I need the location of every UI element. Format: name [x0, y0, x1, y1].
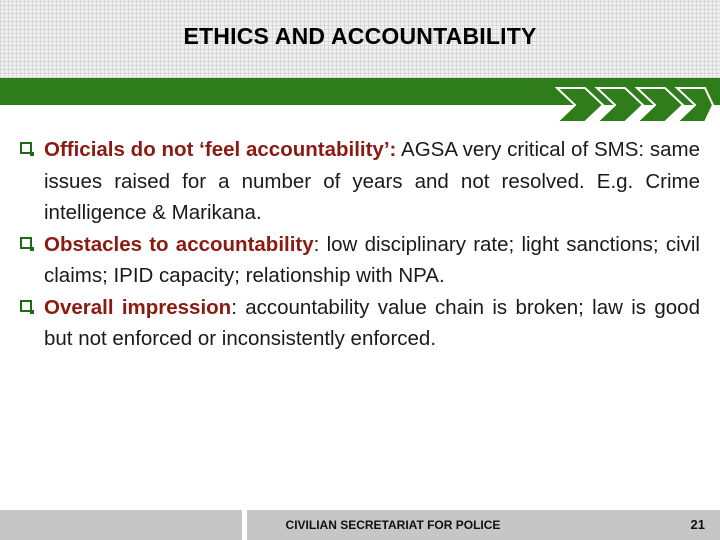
- bullet-heading: Obstacles to accountability: [44, 232, 314, 256]
- slide-title: ETHICS AND ACCOUNTABILITY: [183, 23, 537, 49]
- checkbox-bullet-icon: [20, 300, 32, 312]
- bullet-separator: :: [313, 232, 320, 256]
- checkbox-bullet-icon: [20, 237, 32, 249]
- bullet-separator: :: [231, 295, 237, 319]
- bullet-item: [20, 229, 700, 292]
- footer-organization: CIVILIAN SECRETARIAT FOR POLICE: [285, 518, 501, 532]
- bullet-heading: Overall impression: [44, 295, 232, 319]
- bullet-item: [20, 292, 700, 355]
- chevron-shape: [557, 88, 603, 122]
- footer-divider: [242, 510, 247, 540]
- bullet-heading: Officials do not ‘feel accountability’:: [44, 138, 397, 161]
- chevron-arrows-icon: [555, 86, 715, 124]
- slide-header: [0, 0, 720, 78]
- bullet-text: low disciplinary rate; light sanctions; civil claims; IPID capacity; relationship with NPA.: [44, 232, 700, 287]
- bullet-list: [20, 134, 700, 355]
- bullet-text: AGSA very critical of SMS: same issues raised for a number of years and not resolved. E.g. Crime intelligence & Marikana.: [44, 138, 700, 224]
- bullet-text: accountability value chain is broken; law is good but not enforced or inconsistently enforced.: [44, 295, 700, 350]
- checkbox-bullet-icon: [20, 142, 32, 154]
- page-number: 21: [690, 517, 705, 532]
- bullet-item: [20, 134, 700, 229]
